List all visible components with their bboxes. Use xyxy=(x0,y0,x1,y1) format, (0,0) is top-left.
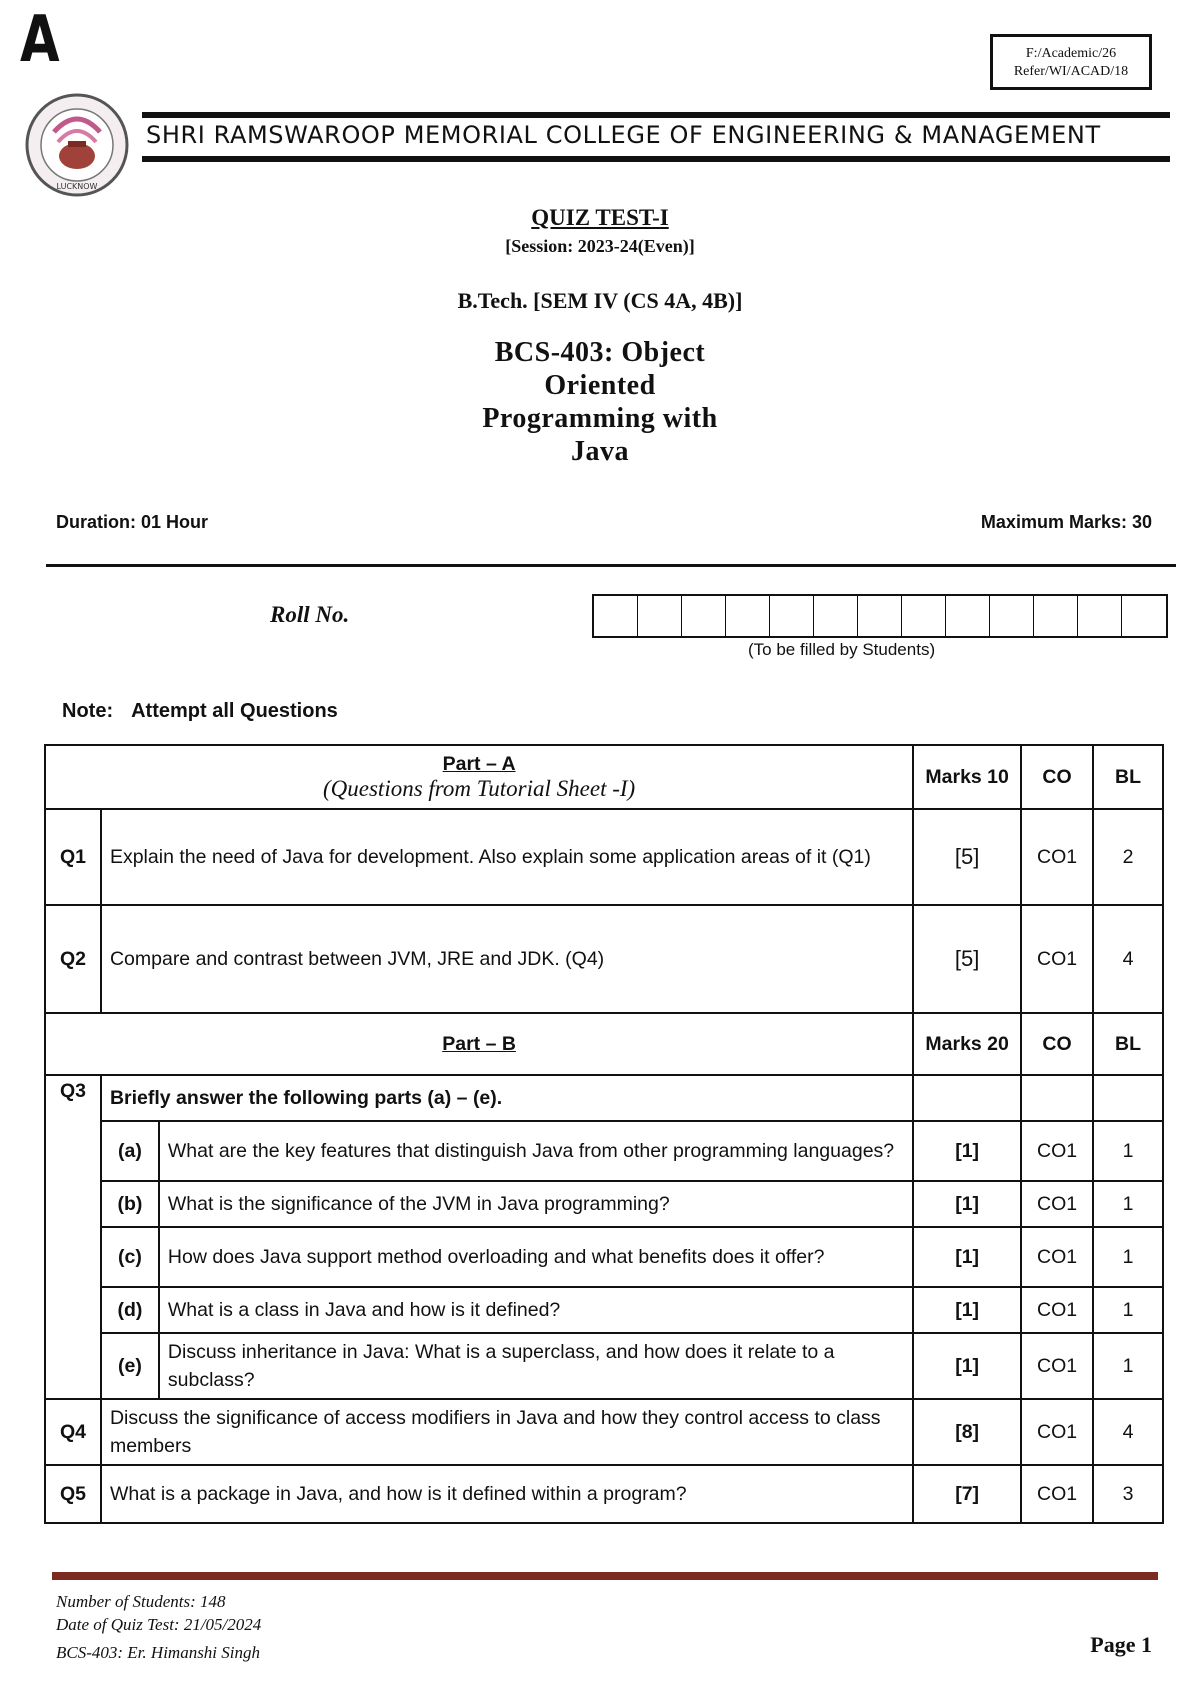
question-marks: [8] xyxy=(913,1399,1021,1465)
header-rule-bottom xyxy=(142,156,1170,162)
part-text: What is a class in Java and how is it defined? xyxy=(159,1287,913,1333)
question-marks: [5] xyxy=(913,809,1021,905)
roll-number-boxes[interactable] xyxy=(592,594,1168,638)
question-bl: 2 xyxy=(1093,809,1163,905)
question-text: What is a package in Java, and how is it defined within a program? xyxy=(101,1465,913,1523)
part-marks: [1] xyxy=(913,1287,1021,1333)
empty-cell xyxy=(1021,1075,1093,1121)
subject-title xyxy=(0,336,1200,468)
seal-text: LUCKNOW xyxy=(56,182,98,191)
table-row xyxy=(45,1287,1163,1333)
question-text: Explain the need of Java for development. Also explain some application areas of it (Q1) xyxy=(101,809,913,905)
question-co: CO1 xyxy=(1021,1465,1093,1523)
session-line: [Session: 2023-24(Even)] xyxy=(505,236,695,256)
roll-digit-box[interactable] xyxy=(814,596,858,636)
question-marks: [7] xyxy=(913,1465,1021,1523)
part-a-subtitle: (Questions from Tutorial Sheet -I) xyxy=(323,775,636,801)
question-number: Q1 xyxy=(45,809,101,905)
number-of-students: Number of Students: 148 xyxy=(56,1592,226,1611)
part-co: CO1 xyxy=(1021,1333,1093,1399)
roll-digit-box[interactable] xyxy=(858,596,902,636)
question-marks: [5] xyxy=(913,905,1021,1013)
question-bl: 3 xyxy=(1093,1465,1163,1523)
part-co: CO1 xyxy=(1021,1227,1093,1287)
bl-header: BL xyxy=(1093,745,1163,809)
part-label: (d) xyxy=(101,1287,159,1333)
part-co: CO1 xyxy=(1021,1181,1093,1227)
part-bl: 1 xyxy=(1093,1287,1163,1333)
document-reference-box xyxy=(990,34,1152,90)
questions-table xyxy=(44,744,1164,1524)
part-text: What is the significance of the JVM in Java programming? xyxy=(159,1181,913,1227)
quiz-date: Date of Quiz Test: 21/05/2024 xyxy=(56,1615,262,1634)
question-co: CO1 xyxy=(1021,1399,1093,1465)
maximum-marks: Maximum Marks: 30 xyxy=(980,512,1152,532)
college-seal-logo xyxy=(24,92,130,198)
roll-digit-box[interactable] xyxy=(1122,596,1166,636)
roll-digit-box[interactable] xyxy=(638,596,682,636)
duration: Duration: 01 Hour xyxy=(56,512,209,532)
part-a-header-row xyxy=(45,745,1163,809)
quiz-title: QUIZ TEST-I xyxy=(531,205,669,230)
subject-line: Programming with xyxy=(482,403,718,434)
divider xyxy=(46,564,1176,567)
class-line: B.Tech. [SEM IV (CS 4A, 4B)] xyxy=(457,288,743,313)
part-text: What are the key features that distinguish Java from other programming languages? xyxy=(159,1121,913,1181)
table-row xyxy=(45,905,1163,1013)
roll-digit-box[interactable] xyxy=(594,596,638,636)
part-co: CO1 xyxy=(1021,1121,1093,1181)
part-marks: [1] xyxy=(913,1121,1021,1181)
ref-line-2: Refer/WI/ACAD/18 xyxy=(1013,64,1129,79)
question-number: Q3 xyxy=(45,1075,101,1399)
part-bl: 1 xyxy=(1093,1181,1163,1227)
roll-digit-box[interactable] xyxy=(1034,596,1078,636)
part-marks: [1] xyxy=(913,1181,1021,1227)
co-header: CO xyxy=(1021,1013,1093,1075)
question-text: Briefly answer the following parts (a) – (e). xyxy=(101,1075,913,1121)
question-bl: 4 xyxy=(1093,1399,1163,1465)
table-row xyxy=(45,1465,1163,1523)
question-number: Q5 xyxy=(45,1465,101,1523)
table-row xyxy=(45,809,1163,905)
page-number: Page 1 xyxy=(1090,1632,1152,1657)
table-row xyxy=(45,1333,1163,1399)
question-co: CO1 xyxy=(1021,905,1093,1013)
ref-line-1: F:/Academic/26 xyxy=(1025,46,1117,61)
roll-number-label: Roll No. xyxy=(270,602,350,627)
roll-digit-box[interactable] xyxy=(990,596,1034,636)
set-letter: A xyxy=(20,3,60,77)
part-b-title: Part – B xyxy=(45,1013,913,1075)
table-row xyxy=(45,1227,1163,1287)
footer-bar xyxy=(52,1572,1158,1580)
question-co: CO1 xyxy=(1021,809,1093,905)
question-bl: 4 xyxy=(1093,905,1163,1013)
note xyxy=(62,700,338,723)
part-a-title: Part – A xyxy=(442,752,516,775)
roll-digit-box[interactable] xyxy=(902,596,946,636)
part-label: (e) xyxy=(101,1333,159,1399)
question-text: Discuss the significance of access modifiers in Java and how they control access to class members xyxy=(101,1399,913,1465)
note-label: Note: xyxy=(62,700,114,722)
header-rule-top xyxy=(142,112,1170,118)
part-co: CO1 xyxy=(1021,1287,1093,1333)
co-header: CO xyxy=(1021,745,1093,809)
marks-header: Marks 20 xyxy=(913,1013,1021,1075)
question-number: Q2 xyxy=(45,905,101,1013)
roll-digit-box[interactable] xyxy=(946,596,990,636)
faculty-name: BCS-403: Er. Himanshi Singh xyxy=(56,1643,260,1662)
roll-digit-box[interactable] xyxy=(1078,596,1122,636)
roll-digit-box[interactable] xyxy=(682,596,726,636)
roll-digit-box[interactable] xyxy=(770,596,814,636)
question-number: Q4 xyxy=(45,1399,101,1465)
table-row xyxy=(45,1181,1163,1227)
table-row xyxy=(45,1121,1163,1181)
part-bl: 1 xyxy=(1093,1333,1163,1399)
table-row xyxy=(45,1399,1163,1465)
part-label: (a) xyxy=(101,1121,159,1181)
part-label: (b) xyxy=(101,1181,159,1227)
roll-digit-box[interactable] xyxy=(726,596,770,636)
subject-line: Java xyxy=(571,436,629,467)
college-name: SHRI RAMSWAROOP MEMORIAL COLLEGE OF ENGINEERING & MANAGEMENT xyxy=(146,121,1101,149)
part-marks: [1] xyxy=(913,1333,1021,1399)
table-row xyxy=(45,1075,1163,1121)
roll-number-hint: (To be filled by Students) xyxy=(748,640,936,659)
subject-line: Oriented xyxy=(544,370,656,401)
part-text: Discuss inheritance in Java: What is a superclass, and how does it relate to a subclass? xyxy=(159,1333,913,1399)
empty-cell xyxy=(1093,1075,1163,1121)
part-bl: 1 xyxy=(1093,1121,1163,1181)
part-marks: [1] xyxy=(913,1227,1021,1287)
question-text: Compare and contrast between JVM, JRE and JDK. (Q4) xyxy=(101,905,913,1013)
marks-header: Marks 10 xyxy=(913,745,1021,809)
part-bl: 1 xyxy=(1093,1227,1163,1287)
subject-line: BCS-403: Object xyxy=(494,337,706,368)
bl-header: BL xyxy=(1093,1013,1163,1075)
part-text: How does Java support method overloading and what benefits does it offer? xyxy=(159,1227,913,1287)
empty-cell xyxy=(913,1075,1021,1121)
note-text: Attempt all Questions xyxy=(131,700,338,722)
part-b-header-row xyxy=(45,1013,1163,1075)
part-label: (c) xyxy=(101,1227,159,1287)
